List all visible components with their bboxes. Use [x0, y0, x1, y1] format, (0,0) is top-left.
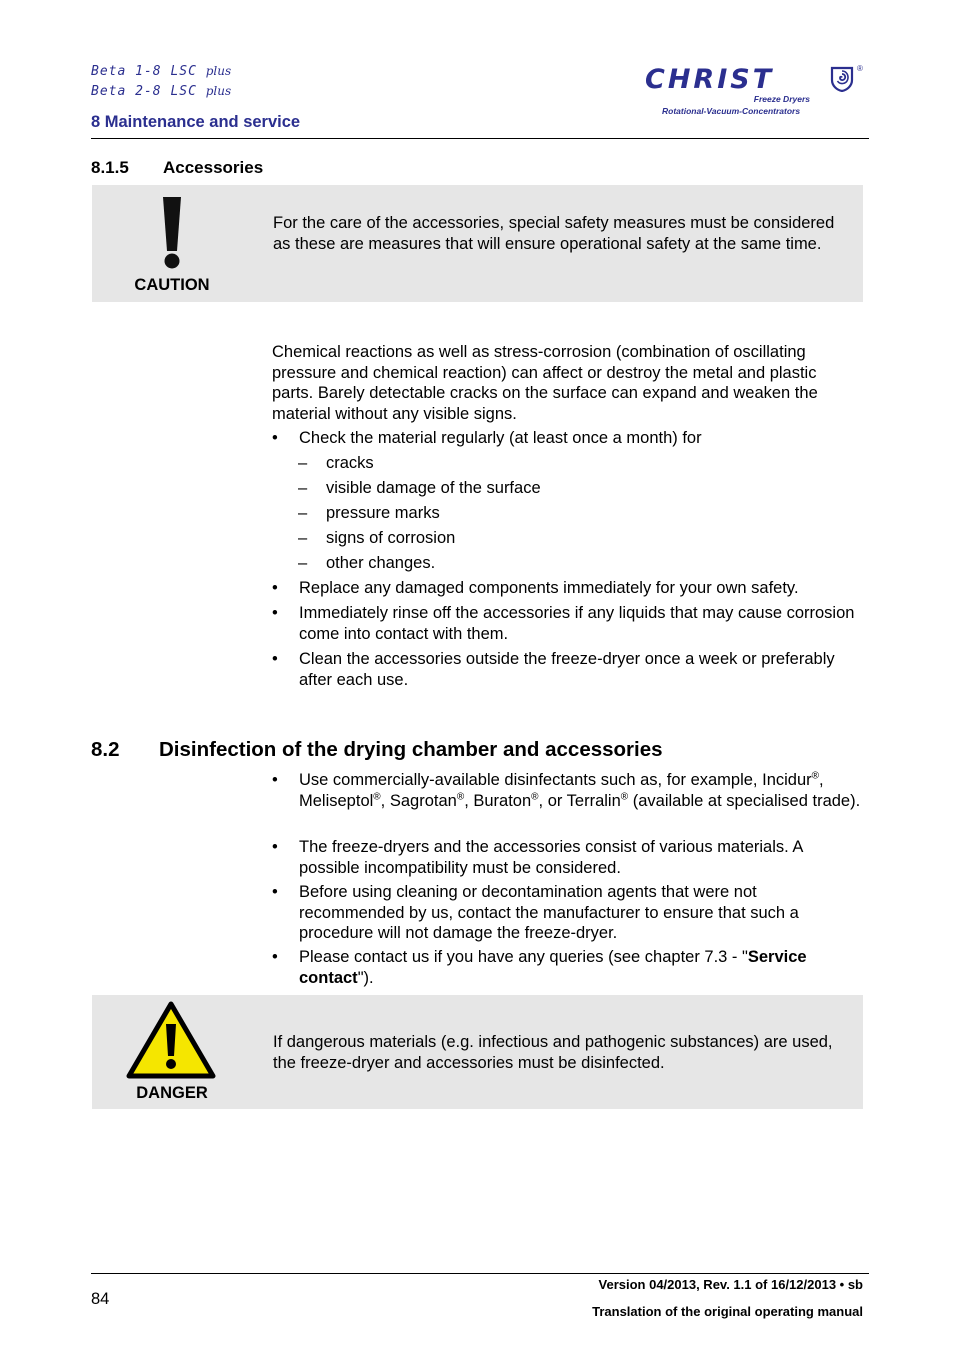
- caution-box: [92, 185, 863, 302]
- bullet-marker: •: [272, 948, 278, 966]
- christ-logo: [645, 64, 867, 120]
- page-number: 84: [91, 1290, 110, 1308]
- exclamation-icon: [158, 195, 186, 269]
- caution-label: CAUTION: [134, 276, 210, 294]
- text-run: , Buraton: [464, 791, 532, 810]
- sub-list-item-text: visible damage of the surface: [326, 479, 541, 497]
- header-rule: [91, 138, 869, 139]
- model-line-2: [91, 84, 231, 99]
- footer-rule: [91, 1273, 869, 1274]
- translation-note: Translation of the original operating manual: [592, 1304, 863, 1319]
- registered-mark: ®: [811, 770, 820, 782]
- bullet-marker: •: [272, 771, 278, 789]
- dash-marker: –: [298, 454, 308, 472]
- section-title: Accessories: [163, 158, 264, 177]
- model-line-1: [91, 64, 231, 79]
- logo-registered: ®: [857, 64, 863, 73]
- dash-marker: –: [298, 529, 308, 547]
- logo-wordmark: CHRIST: [645, 64, 775, 95]
- text-run: , or Terralin: [538, 791, 621, 810]
- section-number: 8.1.5: [91, 158, 129, 177]
- section-title: Disinfection of the drying chamber and accessories: [159, 738, 663, 761]
- bullet-marker: •: [272, 883, 278, 901]
- registered-mark: ®: [531, 791, 539, 802]
- dash-marker: –: [298, 479, 308, 497]
- danger-text: If dangerous materials (e.g. infectious and pathogenic substances) are used, the freeze-dryer and accessories must be disinfected.: [273, 1033, 833, 1072]
- list-item-text: Replace any damaged components immediately for your own safety.: [299, 579, 799, 597]
- model-suffix-2: plus: [205, 84, 232, 98]
- version-info: Version 04/2013, Rev. 1.1 of 16/12/2013 • sb: [598, 1277, 863, 1292]
- bullet-marker: •: [272, 604, 278, 622]
- caution-text: For the care of the accessories, special safety measures must be considered as these are measures that will ensure operational safety at the same time.: [273, 214, 835, 253]
- model-suffix-1: plus: [205, 64, 232, 78]
- model-name-1: Beta 1-8 LSC: [91, 64, 197, 79]
- service-contact-ref: Service contact: [299, 948, 807, 987]
- list-item-text: Check the material regularly (at least once a month) for: [299, 429, 702, 447]
- bullet-marker: •: [272, 838, 278, 856]
- text-run: , Sagrotan: [380, 791, 457, 810]
- warning-triangle-icon: [125, 1000, 217, 1080]
- list-item-text: Before using cleaning or decontamination agents that were not recommended by us, contact the manufacturer to ensure that such a procedure will not damage the freeze-dryer.: [299, 883, 799, 942]
- sub-list-item-text: signs of corrosion: [326, 529, 456, 547]
- registered-mark: ®: [373, 791, 381, 802]
- registered-mark: ®: [456, 791, 465, 802]
- list-item-text: [299, 770, 864, 811]
- list-item-text: Immediately rinse off the accessories if any liquids that may cause corrosion come into contact with them.: [299, 604, 855, 643]
- registered-mark: ®: [620, 791, 629, 802]
- dash-marker: –: [298, 554, 308, 572]
- list-item-text: The freeze-dryers and the accessories consist of various materials. A possible incompatibility must be considered.: [299, 838, 803, 877]
- sub-list-item-text: cracks: [326, 454, 374, 472]
- sub-list-item-text: pressure marks: [326, 504, 440, 522]
- danger-label: DANGER: [136, 1084, 208, 1102]
- dash-marker: –: [298, 504, 308, 522]
- text-run: (available at specialised trade).: [628, 791, 861, 810]
- sub-list-item-text: other changes.: [326, 554, 436, 572]
- danger-box: [92, 995, 863, 1109]
- list-item-text: Clean the accessories outside the freeze-dryer once a week or preferably after each use.: [299, 650, 835, 689]
- text-run: Please contact us if you have any queries (see chapter 7.3 - ": [299, 948, 748, 966]
- bullet-marker: •: [272, 429, 278, 447]
- christ-shield-icon: [830, 66, 854, 92]
- text-run: , Meliseptol: [299, 771, 824, 810]
- bullet-marker: •: [272, 650, 278, 668]
- text-run: ").: [357, 968, 374, 987]
- model-name-2: Beta 2-8 LSC: [91, 84, 197, 99]
- text-run: Use commercially-available disinfectants such as, for example, Incidur: [299, 771, 812, 789]
- section-number: 8.2: [91, 738, 120, 761]
- chapter-title: 8 Maintenance and service: [91, 113, 301, 131]
- intro-paragraph: Chemical reactions as well as stress-corrosion (combination of oscillating pressure and chemical reaction) can affect or destroy the metal and plastic parts. Barely detectable cracks on the surface can expand and weaken the material without any visible signs.: [272, 343, 818, 423]
- logo-subtitle-1: Freeze Dryers: [753, 94, 810, 104]
- logo-subtitle-2: Rotational-Vacuum-Concentrators: [662, 106, 801, 116]
- list-item-text: [299, 947, 864, 988]
- bullet-marker: •: [272, 579, 278, 597]
